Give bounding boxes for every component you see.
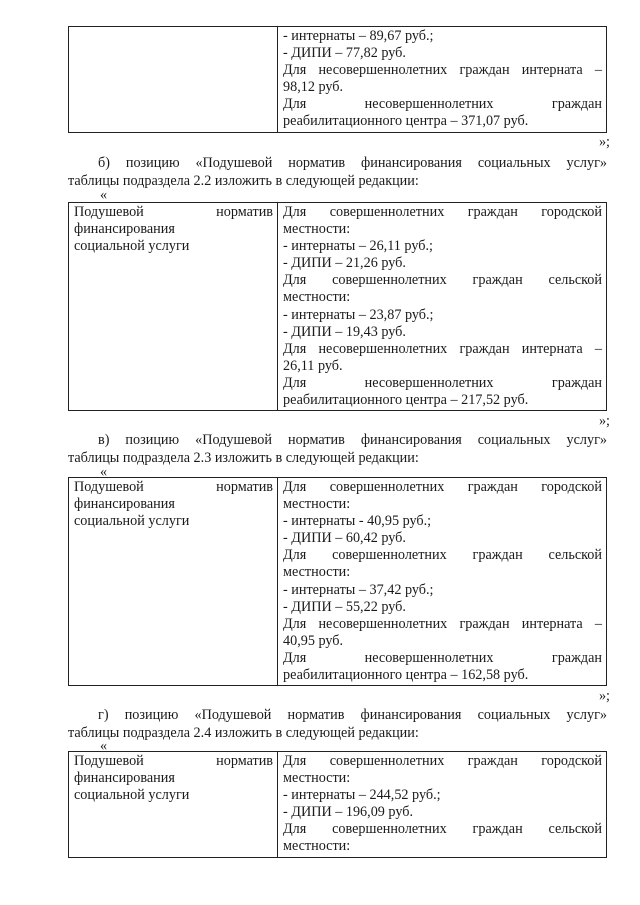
cell-line: Для несовершеннолетних граждан интерната – bbox=[283, 62, 602, 79]
cell-line: местности: bbox=[283, 838, 351, 855]
paragraph-line: в) позицию «Подушевой норматив финансирования социальных услуг» bbox=[98, 432, 607, 448]
cell-line: - интернаты – 244,52 руб.; bbox=[283, 787, 441, 804]
cell-line: реабилитационного центра – 217,52 руб. bbox=[283, 392, 529, 409]
closing-quote: »; bbox=[598, 413, 610, 429]
table-2-2 bbox=[0, 202, 640, 411]
opening-quote: « bbox=[100, 464, 108, 480]
cell-line: - ДИПИ – 77,82 руб. bbox=[283, 45, 406, 62]
cell-line: - интернаты – 37,42 руб.; bbox=[283, 581, 434, 598]
paragraph-line: таблицы подраздела 2.4 изложить в следующей редакции: bbox=[68, 724, 419, 741]
table-cell-left bbox=[69, 752, 278, 858]
cell-line: - интернаты – 26,11 руб.; bbox=[283, 238, 433, 255]
cell-line: - ДИПИ – 21,26 руб. bbox=[283, 255, 406, 272]
paragraph-line: таблицы подраздела 2.3 изложить в следующей редакции: bbox=[68, 449, 419, 466]
cell-line: - интернаты – 89,67 руб.; bbox=[283, 28, 434, 44]
cell-line: - интернаты – 23,87 руб.; bbox=[283, 306, 434, 323]
cell-line: местности: bbox=[283, 770, 351, 787]
cell-line: Для совершеннолетних граждан городской bbox=[283, 753, 602, 769]
table-cell-left bbox=[69, 203, 278, 411]
cell-line: реабилитационного центра – 162,58 руб. bbox=[283, 667, 529, 684]
table-cell-right bbox=[278, 478, 607, 686]
cell-line: Подушевой норматив bbox=[74, 204, 273, 220]
cell-line: реабилитационного центра – 371,07 руб. bbox=[283, 113, 529, 130]
cell-line: Подушевой норматив bbox=[74, 479, 273, 495]
cell-line: социальной услуги bbox=[74, 787, 190, 804]
cell-line: Для несовершеннолетних граждан интерната – bbox=[283, 340, 602, 357]
cell-line: местности: bbox=[283, 221, 351, 238]
cell-line: Для совершеннолетних граждан городской bbox=[283, 479, 602, 495]
table bbox=[68, 477, 607, 686]
cell-line: местности: bbox=[283, 564, 351, 581]
cell-line: социальной услуги bbox=[74, 238, 190, 255]
cell-line: 98,12 руб. bbox=[283, 79, 344, 96]
cell-line: финансирования bbox=[74, 770, 175, 787]
cell-line: 40,95 руб. bbox=[283, 632, 344, 649]
paragraph-line: таблицы подраздела 2.2 изложить в следующей редакции: bbox=[68, 172, 419, 189]
cell-line: Для несовершеннолетних граждан bbox=[283, 374, 602, 391]
paragraph-v bbox=[68, 432, 607, 467]
table-2-4 bbox=[0, 751, 640, 858]
cell-line: 26,11 руб. bbox=[283, 357, 343, 374]
cell-line: социальной услуги bbox=[74, 513, 190, 530]
cell-line: финансирования bbox=[74, 221, 175, 238]
cell-line: Для несовершеннолетних граждан bbox=[283, 96, 602, 113]
table bbox=[68, 751, 607, 858]
table-cell-right bbox=[278, 203, 607, 411]
paragraph-line: б) позицию «Подушевой норматив финансирования социальных услуг» bbox=[98, 155, 607, 171]
cell-line: Подушевой норматив bbox=[74, 753, 273, 769]
opening-quote: « bbox=[100, 187, 108, 203]
table bbox=[68, 26, 607, 133]
table-continued bbox=[0, 26, 640, 133]
cell-line: Для совершеннолетних граждан сельской bbox=[283, 547, 602, 564]
closing-quote: »; bbox=[598, 134, 610, 150]
cell-line: - ДИПИ – 19,43 руб. bbox=[283, 323, 406, 340]
cell-line: Для совершеннолетних граждан сельской bbox=[283, 272, 602, 289]
cell-line: Для совершеннолетних граждан городской bbox=[283, 204, 602, 220]
cell-line: Для несовершеннолетних граждан интерната – bbox=[283, 615, 602, 632]
table-2-3 bbox=[0, 477, 640, 686]
cell-line: Для несовершеннолетних граждан bbox=[283, 649, 602, 666]
cell-line: Для совершеннолетних граждан сельской bbox=[283, 821, 602, 838]
cell-line: финансирования bbox=[74, 496, 175, 513]
table-cell-right bbox=[278, 27, 607, 133]
cell-line: - ДИПИ – 60,42 руб. bbox=[283, 530, 406, 547]
opening-quote: « bbox=[100, 738, 108, 754]
paragraph-line: г) позицию «Подушевой норматив финансирования социальных услуг» bbox=[98, 707, 607, 723]
table-cell-right bbox=[278, 752, 607, 858]
table bbox=[68, 202, 607, 411]
cell-line: - интернаты - 40,95 руб.; bbox=[283, 513, 432, 530]
cell-line: местности: bbox=[283, 289, 351, 306]
cell-line: - ДИПИ – 55,22 руб. bbox=[283, 598, 406, 615]
cell-line: местности: bbox=[283, 496, 351, 513]
paragraph-b bbox=[68, 155, 607, 190]
table-cell-left bbox=[69, 27, 278, 133]
cell-line: - ДИПИ – 196,09 руб. bbox=[283, 804, 414, 821]
closing-quote: »; bbox=[598, 688, 610, 704]
table-cell-left bbox=[69, 478, 278, 686]
paragraph-g bbox=[68, 707, 607, 742]
